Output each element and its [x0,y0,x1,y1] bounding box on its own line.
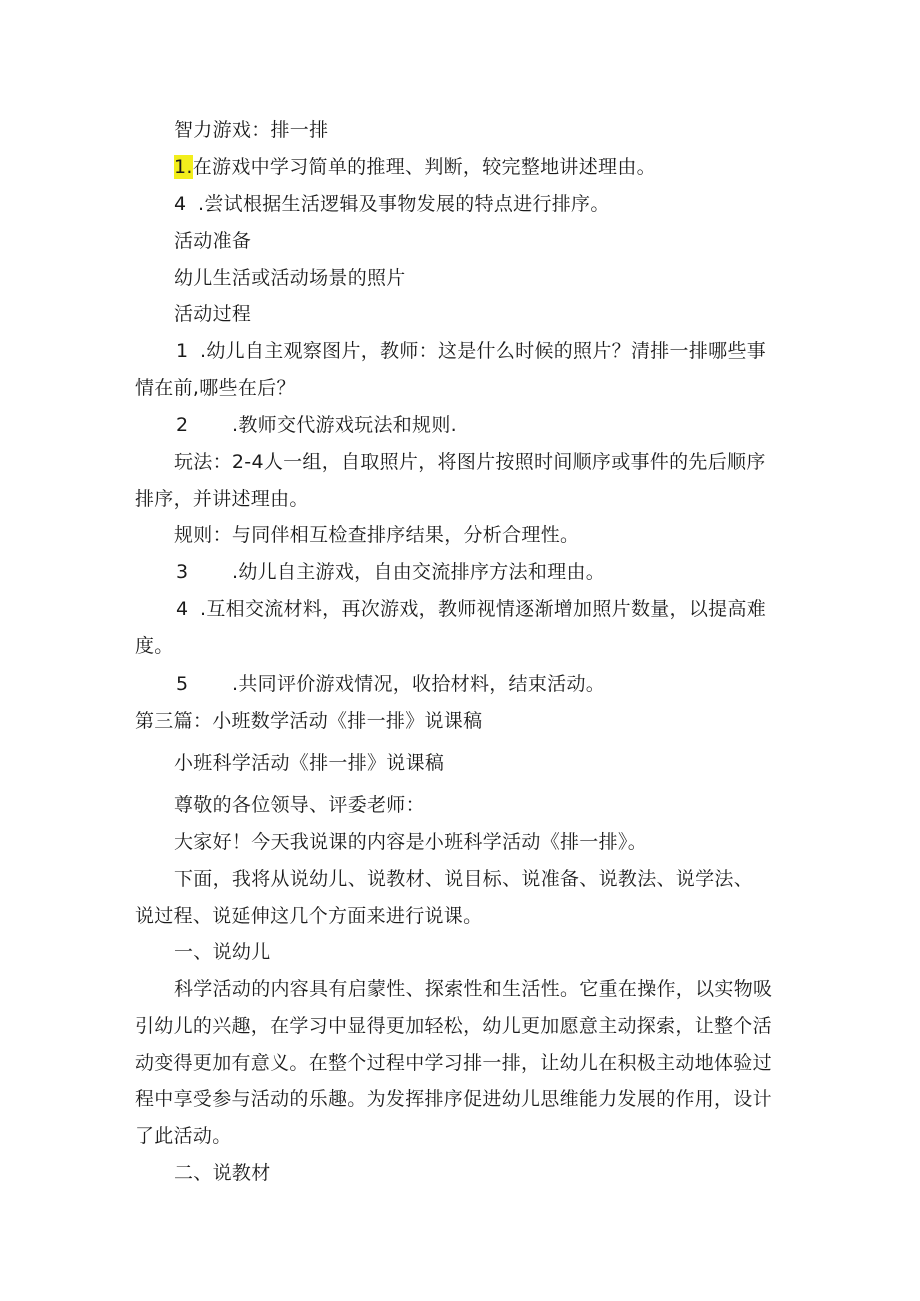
paragraph-text: 情在前,哪些在后？ [135,377,296,399]
goal-item [174,192,610,216]
heading-activity-process [174,302,251,326]
paragraph-text: 小班科学活动《排一排》说课稿 [174,752,445,774]
list-number: 3 [176,561,189,583]
paragraph [174,450,766,474]
paragraph-text: .互相交流材料，再次游戏，教师视情逐渐增加照片数量，以提高难 [200,598,767,620]
paragraph-text: 科学活动的内容具有启蒙性、探索性和生活性。它重在操作，以实物吸 [174,978,773,1000]
paragraph-continued [135,1014,772,1038]
paragraph-text: 下面，我将从说幼儿、说教材、说目标、说准备、说教法、说学法、 [174,868,754,890]
paragraph-text: 二、说教材 [174,1162,271,1184]
paragraph-text: 幼儿生活或活动场景的照片 [174,267,406,289]
paragraph-text: .共同评价游戏情况，收拾材料，结束活动。 [232,673,606,695]
paragraph-text: 智力游戏：排一排 [174,119,329,141]
list-number: 5 [176,673,189,695]
paragraph-text: 活动过程 [174,303,252,325]
paragraph-text: .教师交代游戏玩法和规则. [232,414,457,436]
paragraph-continued [135,904,482,928]
list-number: 1 [176,340,189,362]
process-step [176,672,605,696]
process-step [176,560,605,584]
paragraph-text: 排序，并讲述理由。 [135,488,309,510]
paragraph-text: 程中享受参与活动的乐趣。为发挥排序促进幼儿思维能力发展的作用，设计 [135,1088,772,1110]
section-heading-children [174,940,271,964]
paragraph-text: .幼儿自主游戏，自由交流排序方法和理由。 [232,561,606,583]
paragraph-text: 在游戏中学习简单的推理、判断，较完整地讲述理由。 [192,156,656,178]
process-step [176,339,766,363]
chapter-heading [135,709,482,733]
paragraph-text: 一、说幼儿 [174,941,271,963]
paragraph-text: 引幼儿的兴趣，在学习中显得更加轻松，幼儿更加愿意主动探索，让整个活 [135,1015,772,1037]
paragraph [174,977,772,1001]
paragraph-text: 尊敬的各位领导、评委老师： [174,794,425,816]
paragraph-text: .幼儿自主观察图片，教师：这是什么时候的照片？清排一排哪些事 [200,340,767,362]
section-heading-teaching-material [174,1161,271,1185]
salutation [174,793,425,817]
lecture-title [174,751,444,775]
list-number: 4 [176,598,189,620]
process-step [176,597,766,621]
paragraph-text: 度。 [135,635,174,657]
paragraph-text: 第三篇：小班数学活动《排一排》说课稿 [135,710,483,732]
list-number: 4 [174,193,187,215]
paragraph-continued [135,1051,772,1075]
section-title-intellectual-game [174,118,328,142]
goal-item [174,155,656,179]
paragraph-continued [135,487,309,511]
process-step-continued [135,634,174,658]
list-number-highlighted: 1. [174,156,193,178]
paragraph-text: 大家好！今天我说课的内容是小班科学活动《排一排》。 [174,831,648,853]
paragraph-text: 规则：与同伴相互检查排序结果，分析合理性。 [174,524,580,546]
heading-activity-preparation [174,229,251,253]
paragraph-text: 动变得更加有意义。在整个过程中学习排一排，让幼儿在积极主动地体验过 [135,1052,772,1074]
paragraph-text: 说过程、说延伸这几个方面来进行说课。 [135,905,483,927]
paragraph-text: 活动准备 [174,230,252,252]
paragraph-text: 了此活动。 [135,1125,232,1147]
paragraph-text: .尝试根据生活逻辑及事物发展的特点进行排序。 [198,193,610,215]
paragraph [174,830,647,854]
process-step [176,413,457,437]
process-step-continued [135,376,296,400]
paragraph-continued [135,1124,232,1148]
list-number: 2 [176,414,189,436]
paragraph [174,867,753,891]
paragraph [174,523,579,547]
paragraph-continued [135,1087,772,1111]
paragraph-text: 玩法：2-4人一组，自取照片，将图片按照时间顺序或事件的先后顺序 [174,451,766,473]
paragraph [174,266,406,290]
